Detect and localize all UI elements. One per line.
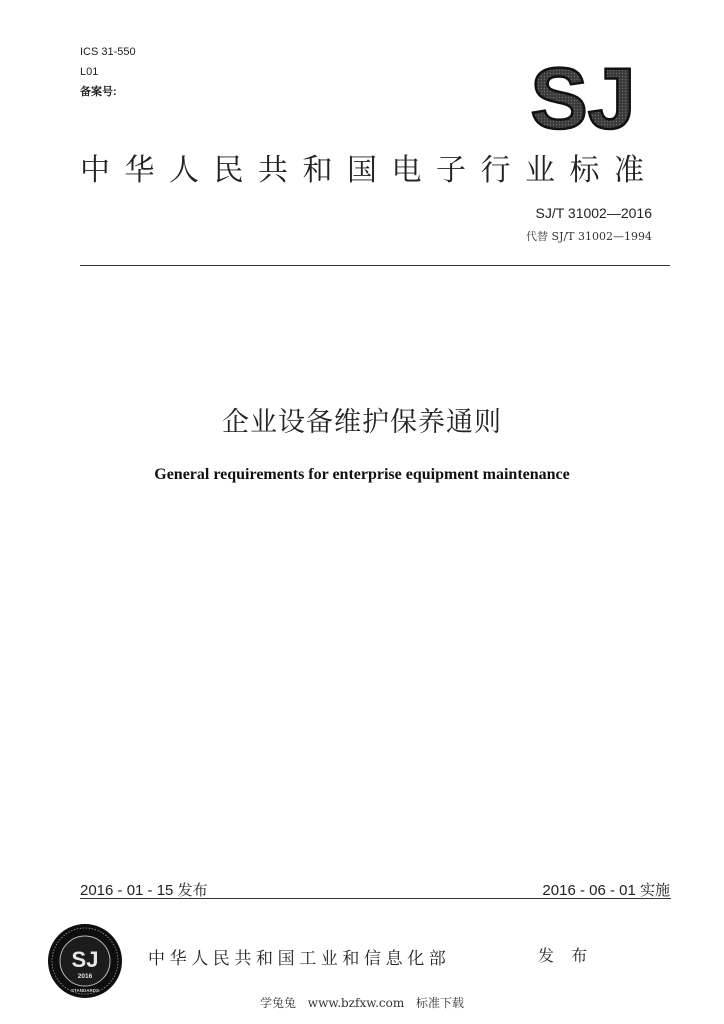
logo-text: SJ	[530, 60, 636, 136]
document-title-cn: 企业设备维护保养通则	[222, 407, 502, 438]
classification-code: L01	[80, 66, 99, 78]
footer-url[interactable]: www.bzfxw.com	[307, 996, 405, 1010]
footer-tagline: 标准下载	[416, 996, 465, 1010]
sj-logo	[528, 60, 638, 136]
publisher-ministry: 中华人民共和国工业和信息化部	[148, 949, 451, 969]
dates-divider	[80, 898, 671, 899]
classification-block	[80, 42, 136, 102]
filing-number-label: 备案号:	[80, 86, 117, 98]
page-footer	[0, 994, 724, 1011]
industry-standard-title: 中华人民共和国电子行业标准	[80, 153, 659, 188]
publish-label: 发 布	[538, 946, 594, 965]
issue-date: 2016 - 01 - 15 发布	[80, 882, 208, 899]
ics-code: ICS 31-550	[80, 46, 136, 58]
seal-text: SJ	[71, 947, 99, 972]
footer-site-name: 学兔兔	[259, 996, 296, 1010]
ministry-seal-icon	[47, 923, 123, 999]
standard-number: SJ/T 31002—2016	[535, 205, 652, 221]
seal-year: 2016	[77, 973, 93, 980]
seal-bottom-text: STANDARDS	[71, 988, 99, 993]
header-divider	[80, 265, 670, 266]
implementation-date: 2016 - 06 - 01 实施	[542, 882, 670, 899]
replaces-standard: 代替 SJ/T 31002—1994	[526, 230, 652, 243]
document-title-en: General requirements for enterprise equipment maintenance	[154, 466, 570, 483]
